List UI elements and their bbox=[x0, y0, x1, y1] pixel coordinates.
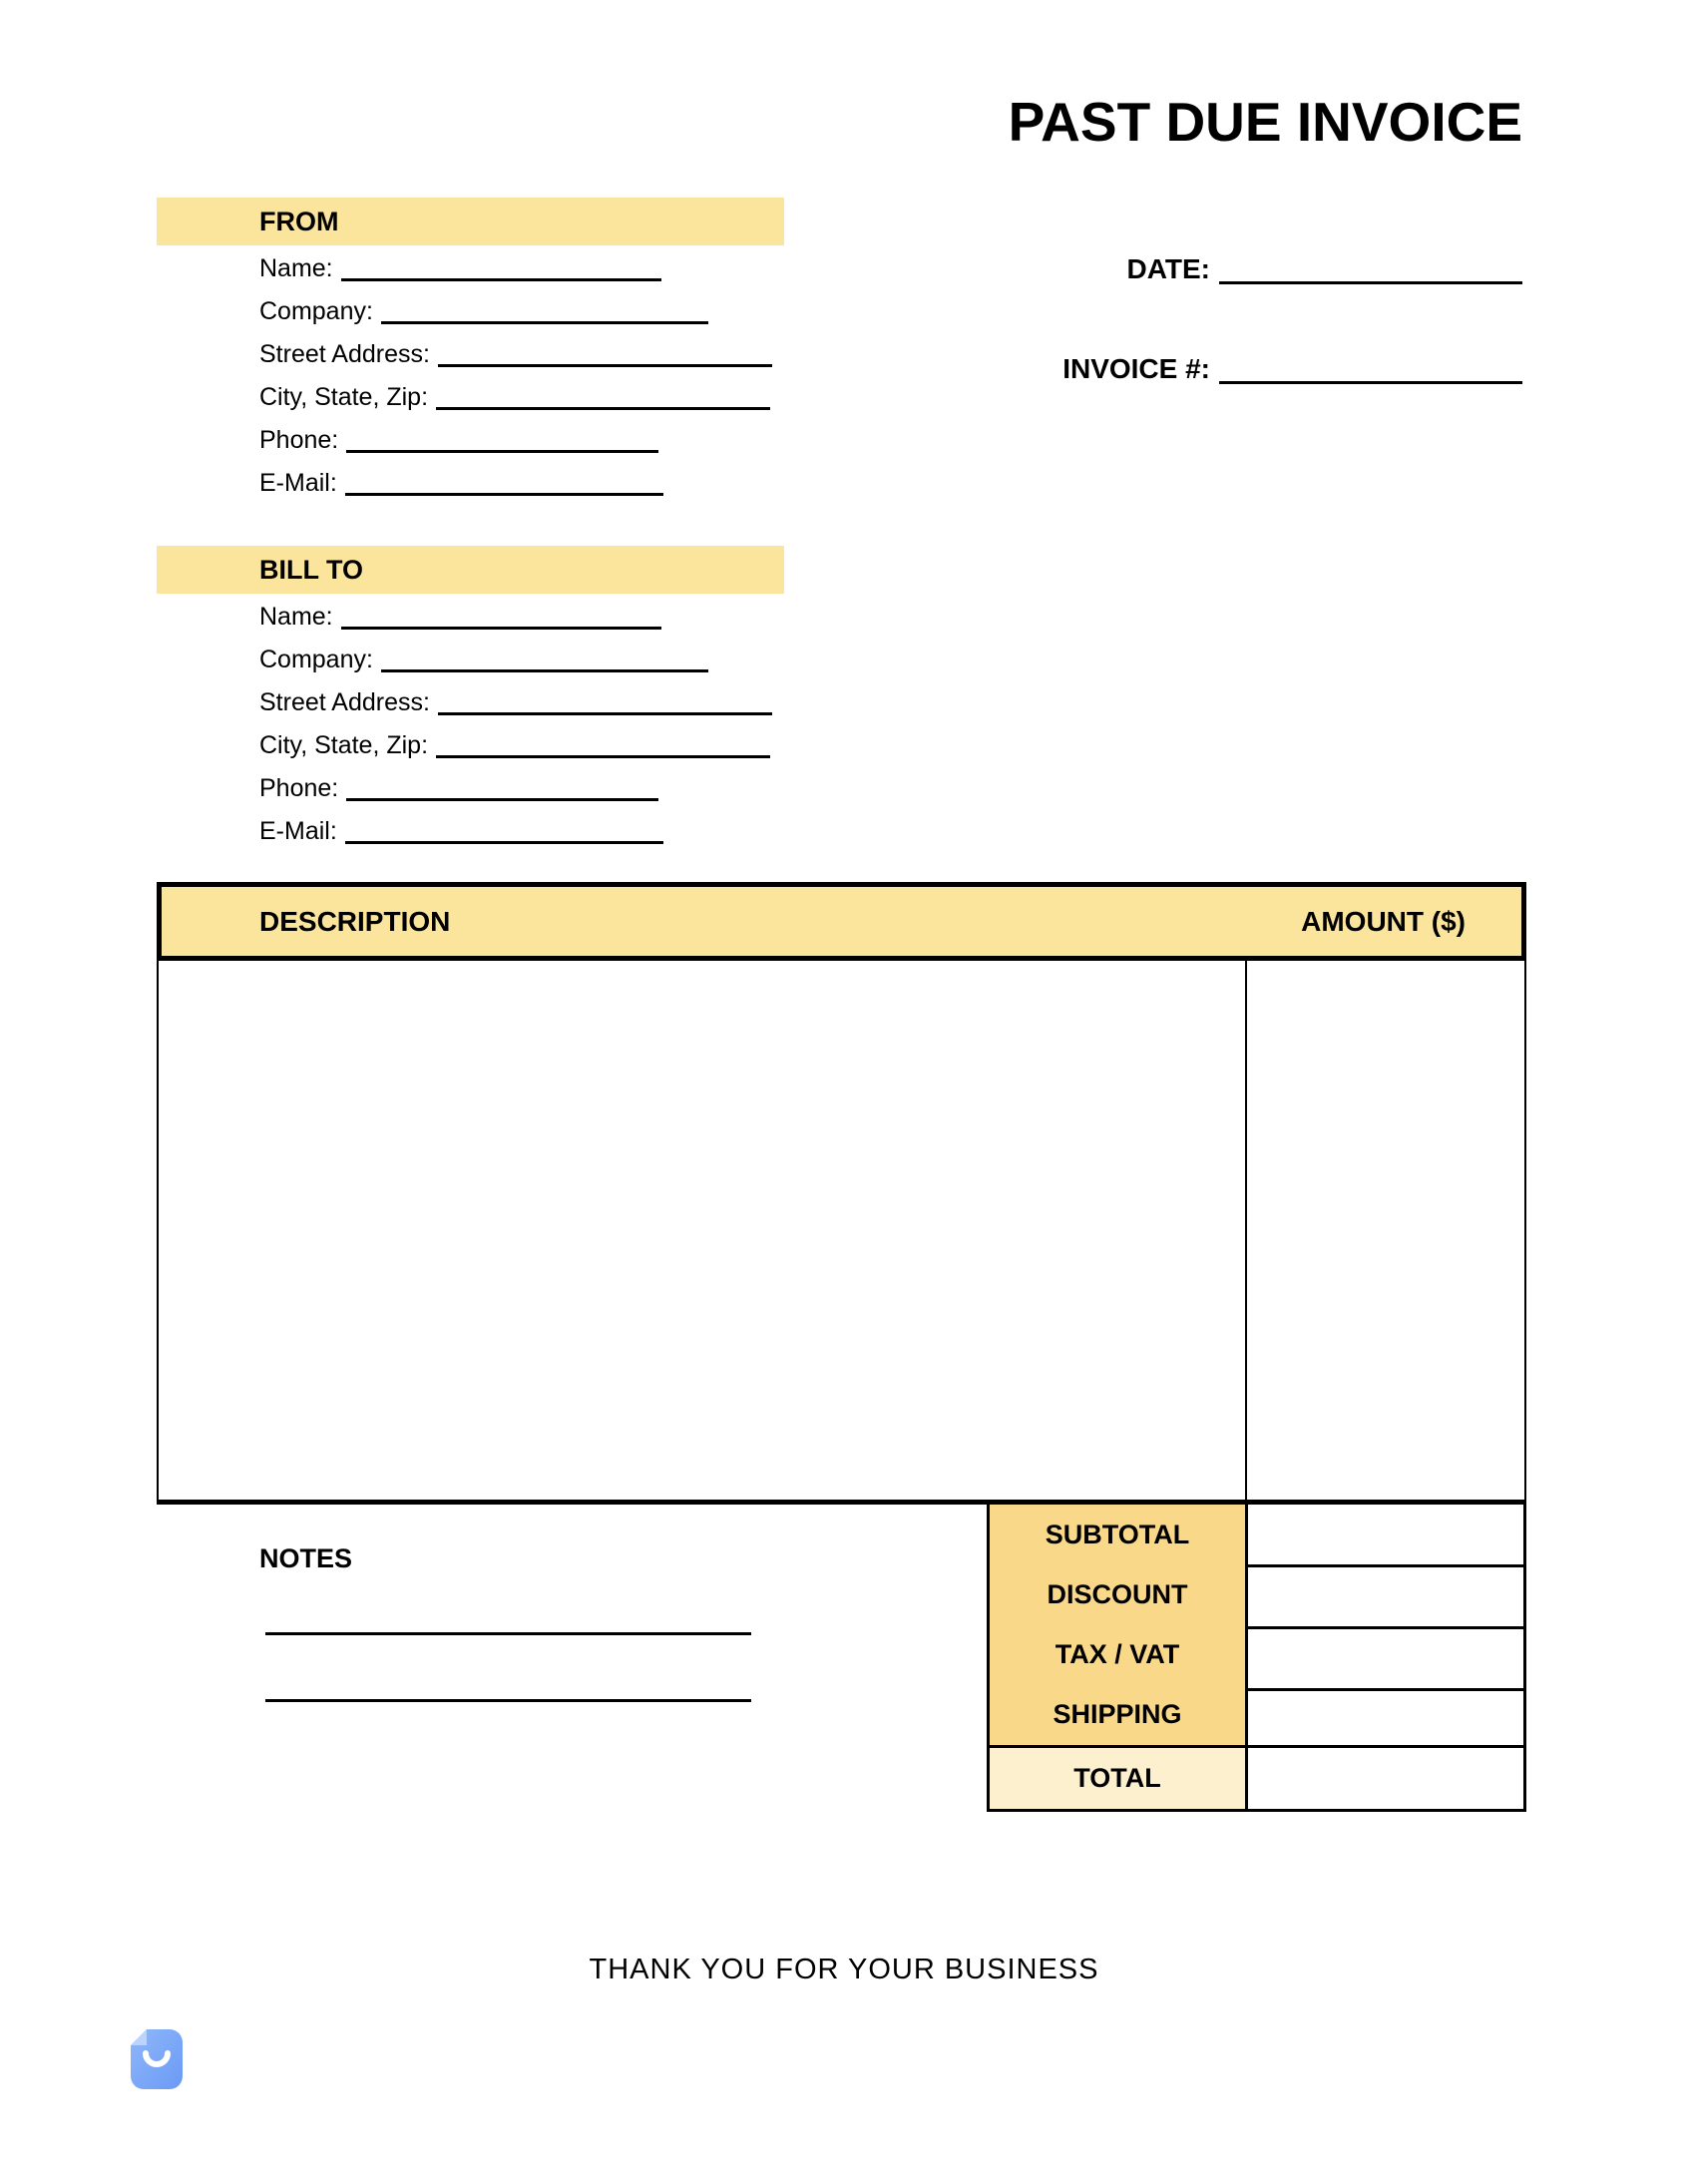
from-fields bbox=[259, 247, 818, 505]
from-email-row bbox=[259, 462, 818, 505]
amount-column-header: AMOUNT ($) bbox=[1301, 905, 1466, 937]
subtotal-label: SUBTOTAL bbox=[1045, 1519, 1190, 1549]
from-company-value-line[interactable] bbox=[381, 321, 708, 324]
shipping-value-cell[interactable] bbox=[1245, 1691, 1526, 1748]
summary-label-block bbox=[987, 1505, 1245, 1748]
page-title: PAST DUE INVOICE bbox=[1008, 91, 1522, 153]
field-label: Company: bbox=[259, 297, 373, 325]
bill-to-company-row bbox=[259, 639, 818, 681]
field-label: Name: bbox=[259, 254, 333, 282]
from-street-address-value-line[interactable] bbox=[438, 364, 772, 367]
notes-line-2[interactable] bbox=[265, 1699, 751, 1702]
summary-table bbox=[987, 1505, 1526, 1812]
from-company-row bbox=[259, 290, 818, 333]
tax-vat-value-cell[interactable] bbox=[1245, 1629, 1526, 1691]
field-label: Company: bbox=[259, 646, 373, 673]
bill-to-section-title: BILL TO bbox=[259, 554, 364, 585]
total-value-cell[interactable] bbox=[1245, 1748, 1526, 1812]
summary-amounts-column bbox=[1245, 1505, 1526, 1812]
from-city-state-zip-row bbox=[259, 376, 818, 419]
footer-thank-you-message: THANK YOU FOR YOUR BUSINESS bbox=[589, 1954, 1099, 1985]
notes-header: NOTES bbox=[259, 1543, 353, 1573]
bill-to-email-row bbox=[259, 810, 818, 853]
from-street-address-row bbox=[259, 333, 818, 376]
description-column-header: DESCRIPTION bbox=[259, 905, 451, 937]
subtotal-value-cell[interactable] bbox=[1245, 1505, 1526, 1567]
field-label: Phone: bbox=[259, 426, 339, 454]
date-label: DATE: bbox=[1126, 253, 1210, 284]
field-label: City, State, Zip: bbox=[259, 731, 429, 759]
total-label bbox=[987, 1748, 1245, 1812]
items-table-header bbox=[157, 882, 1526, 961]
from-section-title: FROM bbox=[259, 206, 339, 236]
field-label: Street Address: bbox=[259, 688, 430, 716]
bill-to-name-value-line[interactable] bbox=[341, 627, 661, 630]
total-label-text: TOTAL bbox=[1073, 1763, 1161, 1793]
tax-vat-label: TAX / VAT bbox=[1055, 1639, 1180, 1670]
field-label: E-Mail: bbox=[259, 817, 337, 845]
items-table bbox=[157, 882, 1526, 1505]
notes-line-1[interactable] bbox=[265, 1632, 751, 1635]
bill-to-phone-row bbox=[259, 767, 818, 810]
description-cell[interactable] bbox=[159, 961, 1245, 1500]
invoice-number-row bbox=[898, 349, 1522, 393]
bill-to-fields bbox=[259, 596, 818, 853]
bill-to-section-header-bar bbox=[157, 546, 784, 594]
bill-to-city-state-zip-row bbox=[259, 724, 818, 767]
bill-to-city-state-zip-value-line[interactable] bbox=[436, 755, 770, 758]
field-label: E-Mail: bbox=[259, 469, 337, 497]
field-label: City, State, Zip: bbox=[259, 383, 429, 411]
field-label: Street Address: bbox=[259, 340, 430, 368]
amount-cell[interactable] bbox=[1245, 961, 1524, 1500]
date-row bbox=[898, 249, 1522, 293]
from-phone-row bbox=[259, 419, 818, 462]
from-section-header-bar bbox=[157, 198, 784, 245]
date-value-line[interactable] bbox=[1219, 281, 1522, 284]
from-city-state-zip-value-line[interactable] bbox=[436, 407, 770, 410]
bill-to-phone-value-line[interactable] bbox=[346, 798, 658, 801]
invoice-number-value-line[interactable] bbox=[1219, 381, 1522, 384]
bill-to-street-address-row bbox=[259, 681, 818, 724]
items-table-body bbox=[157, 961, 1526, 1505]
field-label: Name: bbox=[259, 603, 333, 631]
shipping-label: SHIPPING bbox=[1053, 1699, 1182, 1730]
bill-to-email-value-line[interactable] bbox=[345, 841, 663, 844]
from-email-value-line[interactable] bbox=[345, 493, 663, 496]
bill-to-street-address-value-line[interactable] bbox=[438, 712, 772, 715]
discount-label: DISCOUNT bbox=[1047, 1578, 1188, 1609]
smiling-document-icon bbox=[131, 2029, 183, 2089]
bill-to-name-row bbox=[259, 596, 818, 639]
from-name-row bbox=[259, 247, 818, 290]
field-label: Phone: bbox=[259, 774, 339, 802]
discount-value-cell[interactable] bbox=[1245, 1567, 1526, 1629]
invoice-number-label: INVOICE #: bbox=[1062, 353, 1210, 384]
from-name-value-line[interactable] bbox=[341, 278, 661, 281]
bill-to-company-value-line[interactable] bbox=[381, 669, 708, 672]
from-phone-value-line[interactable] bbox=[346, 450, 658, 453]
